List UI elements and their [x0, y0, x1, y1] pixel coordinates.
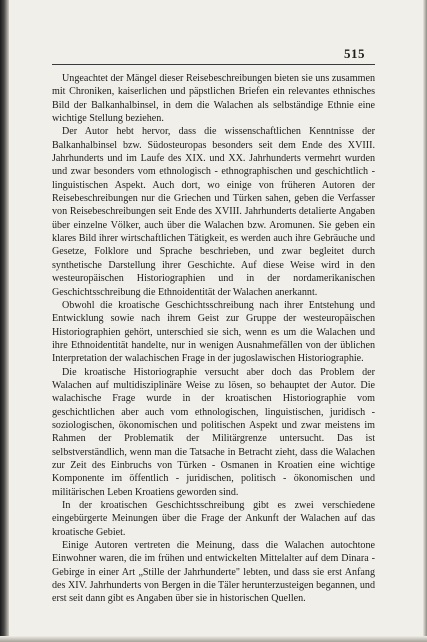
- page-number: 515: [344, 46, 365, 61]
- header-rule: [52, 64, 375, 65]
- paragraph: Ungeachtet der Mängel dieser Reisebeschreibungen bieten sie uns zusammen mit Chroniken, kaiserlichen und päpstlichen Briefen ein relevantes ethnisches Bild der Balkanhalbinsel, in dem die Walachen als selbständige Ethnie eine wichtige Stellung beziehen.: [52, 73, 375, 125]
- body-text: [52, 72, 375, 606]
- paragraph: In der kroatischen Geschichtsschreibung gibt es zwei verschiedene eingebürgerte Meinungen über die Frage der Ankunft der Walachen auf das kroatische Gebiet.: [52, 500, 375, 538]
- page-bottom-edge: [0, 636, 427, 642]
- paragraph: Der Autor hebt hervor, dass die wissenschaftlichen Kenntnisse der Balkanhalbinsel bzw. Südosteuropas besonders seit dem Ende des XVIII. Jahrhunderts und im Laufe des XIX. und XX. Jahrhunderts vermehrt wurden und zwar besonders vom ethnologisch - ethnographischen und geschichtlich - linguistischen Aspekt. Auch dort, wo einige von früheren Autoren der Reisebeschreibungen nur die Griechen und Türken sahen, geben die Verfasser von Reisebeschreibungen seit Ende des XVIII. Jahrhunderts detalierte Angaben über einzelne Völker, auch über die Walachen bzw. Aromunen. Sie geben ein klares Bild ihrer wirtschaftlichen Tätigkeit, es werden auch ihre Gebräuche und Gesetze, Folklore und Sprache beschrieben, und zwar begleitet durch synthetische Darstellung ihrer Geschichte. Auf diese Weise wird in den westeuropäischen Historiographien und in der nordamerikanischen Geschichtsschreibung die Ethnoidentität der Walachen anerkannt.: [52, 126, 375, 298]
- page-right-edge: [423, 0, 427, 642]
- page-binding-shadow: [0, 0, 9, 642]
- paragraph: Einige Autoren vertreten die Meinung, dass die Walachen autochtone Einwohner waren, die im frühen und entwickelten Mittelalter auf dem Dinara - Gebirge in einer Art „Stille der Jahrhunderte" lebten, und dass sie erst Anfang des XIV. Jahrhunderts von Bergen in die Täler herunterzusteigen begannen, und erst seit dann gibt es Angaben über sie in historischen Quellen.: [52, 540, 375, 605]
- paragraph: Die kroatische Historiographie versucht aber doch das Problem der Walachen auf multidisziplinäre Weise zu lösen, so behauptet der Autor. Die walachische Frage wurde in der kroatischen Historiographie vom geschichtlichen aber auch vom ethnologischen, linguistischen, juridisch - soziologischen, ökonomischen und politischen Aspekt und zwar meistens im Rahmen der Problematik der Militärgrenze untersucht. Das ist selbstverständlich, wenn man die Tatsache in Betracht zieht, dass die Walachen zur Zeit des Einbruchs von Türken - Osmanen in Kroatien eine wichtige Komponente im öffentlich - juridischen, politisch - ökonomischen und militärischen Leben Kroatiens geworden sind.: [52, 366, 375, 498]
- paragraph: Obwohl die kroatische Geschichtsschreibung nach ihrer Entstehung und Entwicklung sowie nach ihrem Geist zur Gruppe der westeuropäischen Historiographien gehört, unterschied sie sich, wenn es um die Walachen und ihre Ethnoidentität handelte, nur in wenigen Ausnahmefällen von der üblichen Interpretation der walachischen Frage in der jugoslawischen Historiographie.: [52, 299, 375, 365]
